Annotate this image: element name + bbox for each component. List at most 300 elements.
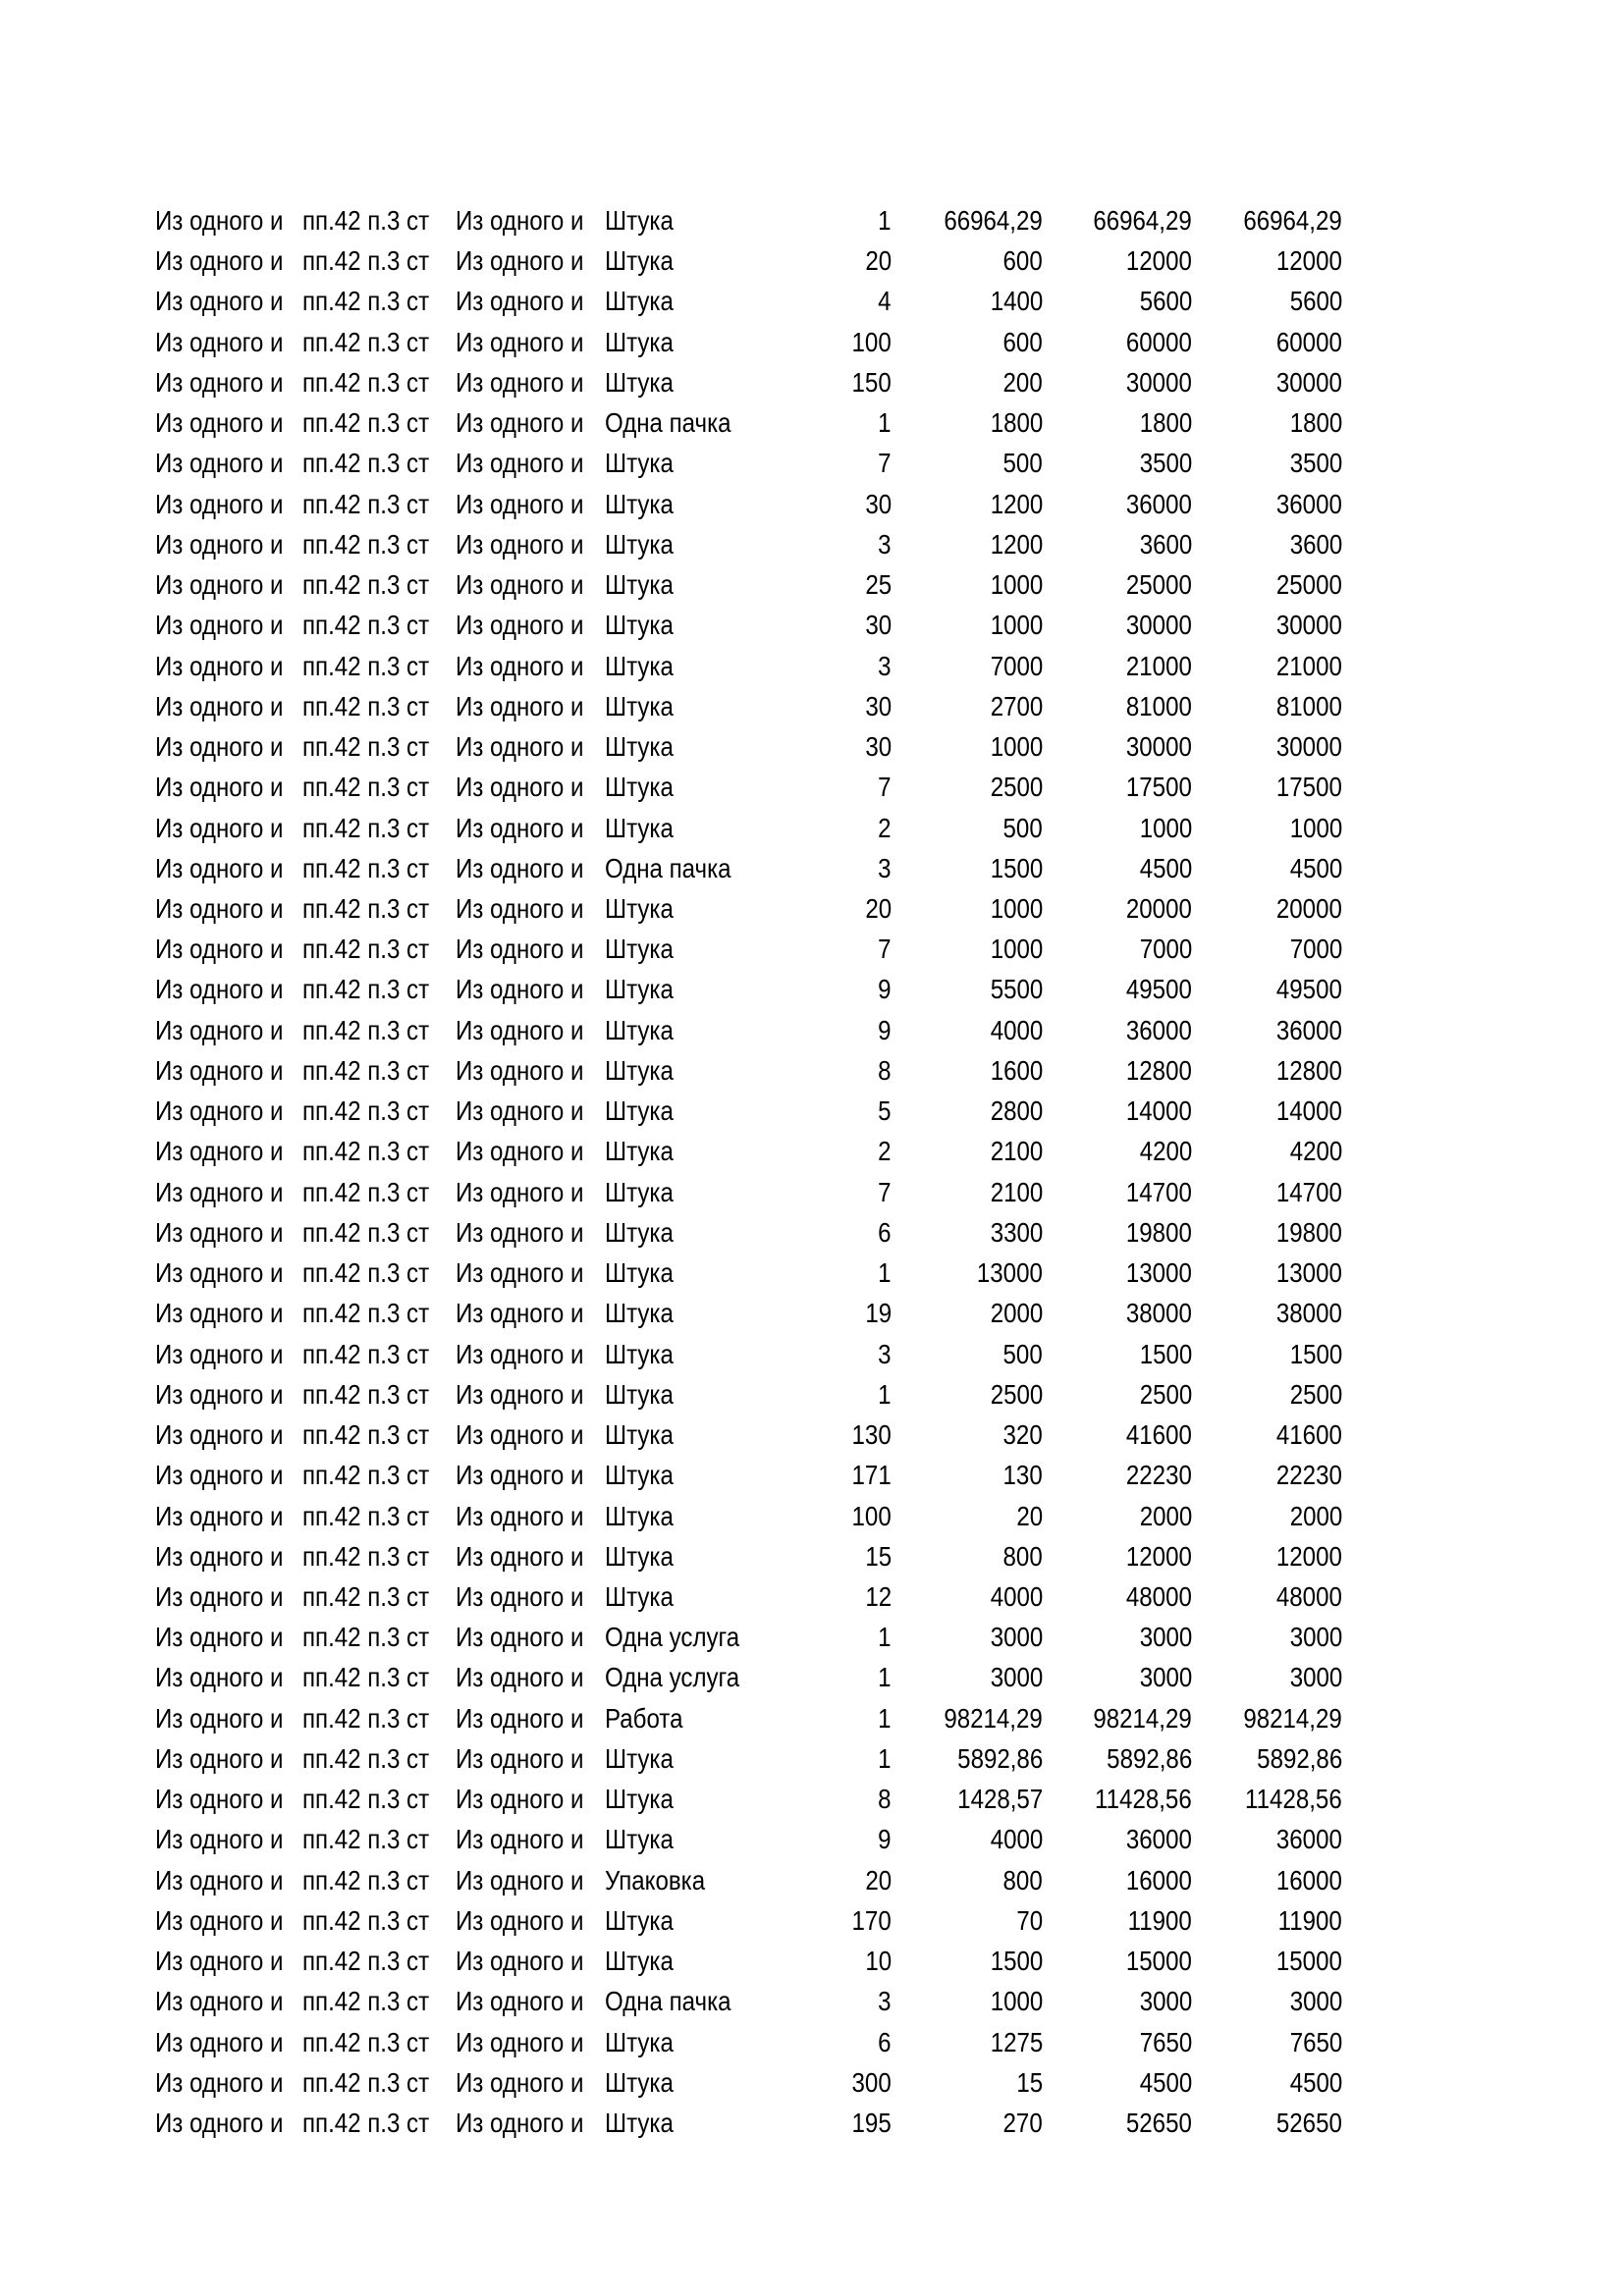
cell-quantity <box>756 1415 892 1455</box>
cell-quantity <box>756 2062 892 2103</box>
cell-quantity-text: 171 <box>851 1460 892 1491</box>
cell-unit <box>605 1050 752 1091</box>
cell-unit-text: Штука <box>605 1298 674 1329</box>
cell-sum-text: 15000 <box>1126 1946 1192 1977</box>
cell-quantity <box>756 1617 892 1657</box>
cell-basis <box>302 1941 454 1981</box>
cell-source-text: Из одного и <box>456 1580 584 1612</box>
cell-basis-text: пп.42 п.3 ст <box>302 772 430 803</box>
cell-source <box>456 1698 603 1738</box>
cell-quantity <box>756 888 892 929</box>
cell-quantity-text: 30 <box>865 610 892 641</box>
cell-price-text: 1200 <box>990 528 1043 560</box>
cell-basis <box>302 848 454 888</box>
cell-total-text: 22230 <box>1276 1460 1342 1491</box>
cell-source <box>456 848 603 888</box>
cell-source-text: Из одного и <box>456 974 584 1005</box>
cell-quantity-text: 130 <box>851 1419 892 1451</box>
cell-sum <box>1045 1010 1192 1050</box>
cell-source-text: Из одного и <box>456 1216 584 1248</box>
cell-description-text: Из одного и <box>155 1460 284 1491</box>
cell-sum <box>1045 1941 1192 1981</box>
cell-sum <box>1045 1819 1192 1859</box>
cell-source <box>456 726 603 767</box>
cell-quantity <box>756 1212 892 1253</box>
cell-unit-text: Штука <box>605 1904 674 1936</box>
cell-unit <box>605 443 752 483</box>
cell-unit-text: Штука <box>605 2066 674 2098</box>
cell-source <box>456 484 603 524</box>
cell-basis-text: пп.42 п.3 ст <box>302 569 430 601</box>
cell-unit <box>605 402 752 443</box>
cell-unit-text: Штука <box>605 1419 674 1451</box>
cell-description-text: Из одного и <box>155 772 284 803</box>
cell-total-text: 60000 <box>1276 326 1342 357</box>
table-row <box>0 322 1624 362</box>
cell-sum <box>1045 1374 1192 1415</box>
cell-description-text: Из одного и <box>155 528 284 560</box>
cell-sum-text: 30000 <box>1126 366 1192 398</box>
cell-price <box>893 605 1043 645</box>
cell-description-text: Из одного и <box>155 1014 284 1045</box>
cell-source-text: Из одного и <box>456 1824 584 1855</box>
cell-description <box>155 1334 300 1374</box>
cell-description <box>155 1779 300 1819</box>
cell-basis-text: пп.42 п.3 ст <box>302 1864 430 1896</box>
cell-unit <box>605 1900 752 1941</box>
cell-description-text: Из одного и <box>155 488 284 519</box>
cell-price <box>893 888 1043 929</box>
cell-price <box>893 2103 1043 2143</box>
cell-basis-text: пп.42 п.3 ст <box>302 366 430 398</box>
cell-total <box>1194 726 1342 767</box>
cell-description <box>155 1860 300 1900</box>
cell-total-text: 3600 <box>1289 528 1342 560</box>
cell-basis <box>302 1374 454 1415</box>
cell-quantity-text: 25 <box>865 569 892 601</box>
cell-quantity-text: 1 <box>878 1378 892 1410</box>
cell-quantity-text: 3 <box>878 852 892 883</box>
cell-quantity-text: 100 <box>851 326 892 357</box>
cell-sum-text: 48000 <box>1126 1580 1192 1612</box>
cell-quantity <box>756 564 892 605</box>
cell-basis <box>302 1253 454 1293</box>
cell-total <box>1194 1293 1342 1333</box>
cell-basis-text: пп.42 п.3 ст <box>302 1257 430 1289</box>
cell-unit <box>605 2103 752 2143</box>
cell-source-text: Из одного и <box>456 731 584 763</box>
cell-quantity-text: 4 <box>878 286 892 317</box>
cell-quantity <box>756 524 892 564</box>
cell-price <box>893 1253 1043 1293</box>
cell-price-text: 70 <box>1016 1904 1043 1936</box>
cell-total-text: 14000 <box>1276 1095 1342 1127</box>
cell-description-text: Из одного и <box>155 326 284 357</box>
cell-sum <box>1045 929 1192 969</box>
cell-sum <box>1045 200 1192 240</box>
cell-total-text: 1800 <box>1289 407 1342 439</box>
cell-basis-text: пп.42 п.3 ст <box>302 1176 430 1207</box>
cell-unit <box>605 1738 752 1779</box>
cell-sum-text: 12000 <box>1126 245 1192 277</box>
cell-description <box>155 200 300 240</box>
cell-total-text: 5892,86 <box>1256 1742 1342 1774</box>
cell-unit-text: Штука <box>605 1136 674 1167</box>
cell-price-text: 2700 <box>990 690 1043 721</box>
cell-description-text: Из одного и <box>155 1946 284 1977</box>
cell-unit-text: Штука <box>605 2108 674 2139</box>
cell-description <box>155 1374 300 1415</box>
cell-quantity-text: 8 <box>878 1054 892 1086</box>
cell-sum-text: 49500 <box>1126 974 1192 1005</box>
cell-sum-text: 25000 <box>1126 569 1192 601</box>
cell-source-text: Из одного и <box>456 852 584 883</box>
cell-unit <box>605 888 752 929</box>
cell-description <box>155 1091 300 1131</box>
cell-quantity <box>756 1576 892 1617</box>
cell-basis <box>302 888 454 929</box>
cell-source <box>456 281 603 321</box>
cell-basis <box>302 362 454 402</box>
cell-total-text: 12800 <box>1276 1054 1342 1086</box>
cell-sum-text: 11900 <box>1127 1904 1192 1936</box>
cell-price <box>893 1900 1043 1941</box>
cell-sum <box>1045 767 1192 807</box>
cell-description <box>155 1900 300 1941</box>
cell-sum <box>1045 1860 1192 1900</box>
table-row <box>0 1050 1624 1091</box>
cell-sum-text: 3500 <box>1139 448 1192 479</box>
table-row <box>0 1819 1624 1859</box>
cell-price-text: 800 <box>1002 1540 1043 1572</box>
cell-sum <box>1045 1172 1192 1212</box>
cell-basis <box>302 1091 454 1131</box>
table-row <box>0 969 1624 1009</box>
cell-source-text: Из одного и <box>456 528 584 560</box>
cell-basis-text: пп.42 п.3 ст <box>302 1014 430 1045</box>
cell-basis-text: пп.42 п.3 ст <box>302 1662 430 1693</box>
cell-unit <box>605 969 752 1009</box>
cell-total-text: 3000 <box>1289 1662 1342 1693</box>
cell-unit <box>605 564 752 605</box>
table-row <box>0 848 1624 888</box>
cell-sum-text: 20000 <box>1126 892 1192 924</box>
table-row <box>0 1212 1624 1253</box>
cell-unit <box>605 1657 752 1697</box>
cell-description <box>155 484 300 524</box>
cell-unit <box>605 1617 752 1657</box>
cell-total <box>1194 1779 1342 1819</box>
cell-total <box>1194 888 1342 929</box>
cell-price-text: 200 <box>1002 366 1043 398</box>
cell-source-text: Из одного и <box>456 1864 584 1896</box>
cell-unit <box>605 322 752 362</box>
table-row <box>0 240 1624 281</box>
table-row <box>0 2062 1624 2103</box>
cell-quantity-text: 6 <box>878 2026 892 2057</box>
cell-sum <box>1045 484 1192 524</box>
cell-price <box>893 1698 1043 1738</box>
cell-description <box>155 1738 300 1779</box>
cell-basis <box>302 1576 454 1617</box>
cell-total-text: 36000 <box>1276 488 1342 519</box>
cell-source <box>456 1131 603 1171</box>
cell-sum-text: 36000 <box>1126 488 1192 519</box>
cell-unit-text: Работа <box>605 1702 683 1734</box>
cell-basis-text: пп.42 п.3 ст <box>302 1742 430 1774</box>
cell-basis-text: пп.42 п.3 ст <box>302 812 430 843</box>
table-row <box>0 1981 1624 2021</box>
cell-total <box>1194 1617 1342 1657</box>
cell-sum <box>1045 969 1192 1009</box>
cell-quantity <box>756 1657 892 1697</box>
table-row <box>0 888 1624 929</box>
cell-sum <box>1045 402 1192 443</box>
cell-unit <box>605 1131 752 1171</box>
cell-quantity-text: 3 <box>878 1986 892 2017</box>
cell-total-text: 19800 <box>1276 1216 1342 1248</box>
cell-total-text: 4200 <box>1289 1136 1342 1167</box>
cell-price <box>893 1212 1043 1253</box>
cell-basis <box>302 1819 454 1859</box>
cell-quantity <box>756 1819 892 1859</box>
cell-source <box>456 1981 603 2021</box>
cell-total-text: 66964,29 <box>1243 205 1342 236</box>
cell-unit-text: Штука <box>605 528 674 560</box>
cell-total <box>1194 1212 1342 1253</box>
cell-total-text: 1000 <box>1289 812 1342 843</box>
cell-description-text: Из одного и <box>155 892 284 924</box>
cell-basis <box>302 1981 454 2021</box>
cell-basis <box>302 1455 454 1495</box>
cell-price-text: 1600 <box>990 1054 1043 1086</box>
cell-sum-text: 3000 <box>1139 1662 1192 1693</box>
cell-basis <box>302 1293 454 1333</box>
cell-price <box>893 1050 1043 1091</box>
cell-source-text: Из одного и <box>456 1500 584 1531</box>
cell-source <box>456 1374 603 1415</box>
cell-source <box>456 2062 603 2103</box>
cell-total-text: 36000 <box>1276 1014 1342 1045</box>
cell-source-text: Из одного и <box>456 1298 584 1329</box>
cell-quantity-text: 20 <box>865 1864 892 1896</box>
cell-basis <box>302 240 454 281</box>
cell-total <box>1194 969 1342 1009</box>
cell-source-text: Из одного и <box>456 245 584 277</box>
cell-quantity <box>756 605 892 645</box>
table-row <box>0 443 1624 483</box>
cell-price-text: 1428,57 <box>956 1784 1043 1815</box>
cell-unit <box>605 808 752 848</box>
cell-sum-text: 22230 <box>1126 1460 1192 1491</box>
cell-price-text: 1500 <box>990 1946 1043 1977</box>
cell-total-text: 16000 <box>1276 1864 1342 1896</box>
cell-source <box>456 1617 603 1657</box>
cell-basis-text: пп.42 п.3 ст <box>302 1824 430 1855</box>
cell-sum <box>1045 1253 1192 1293</box>
cell-basis-text: пп.42 п.3 ст <box>302 892 430 924</box>
cell-description <box>155 1536 300 1576</box>
cell-description-text: Из одного и <box>155 1580 284 1612</box>
cell-description <box>155 2062 300 2103</box>
cell-description <box>155 1455 300 1495</box>
cell-total-text: 30000 <box>1276 366 1342 398</box>
cell-quantity-text: 30 <box>865 690 892 721</box>
cell-quantity <box>756 1860 892 1900</box>
cell-sum-text: 5600 <box>1139 286 1192 317</box>
cell-description-text: Из одного и <box>155 1176 284 1207</box>
cell-price <box>893 1779 1043 1819</box>
cell-description-text: Из одного и <box>155 1622 284 1653</box>
cell-quantity <box>756 1334 892 1374</box>
cell-sum <box>1045 1981 1192 2021</box>
cell-total <box>1194 1819 1342 1859</box>
cell-basis-text: пп.42 п.3 ст <box>302 205 430 236</box>
cell-unit-text: Упаковка <box>605 1864 706 1896</box>
cell-total <box>1194 1496 1342 1536</box>
cell-quantity <box>756 362 892 402</box>
cell-total-text: 98214,29 <box>1243 1702 1342 1734</box>
spreadsheet-table <box>0 200 1624 2143</box>
cell-basis-text: пп.42 п.3 ст <box>302 1540 430 1572</box>
cell-description-text: Из одного и <box>155 1864 284 1896</box>
table-row <box>0 524 1624 564</box>
cell-quantity-text: 100 <box>851 1500 892 1531</box>
table-row <box>0 1657 1624 1697</box>
cell-basis <box>302 1779 454 1819</box>
cell-basis <box>302 281 454 321</box>
cell-quantity <box>756 240 892 281</box>
cell-basis-text: пп.42 п.3 ст <box>302 974 430 1005</box>
cell-quantity-text: 2 <box>878 812 892 843</box>
cell-sum-text: 2000 <box>1139 1500 1192 1531</box>
cell-price <box>893 767 1043 807</box>
cell-description <box>155 564 300 605</box>
cell-price-text: 3300 <box>990 1216 1043 1248</box>
cell-quantity <box>756 200 892 240</box>
cell-price-text: 2800 <box>990 1095 1043 1127</box>
cell-total <box>1194 848 1342 888</box>
cell-sum-text: 14700 <box>1126 1176 1192 1207</box>
table-row <box>0 1738 1624 1779</box>
table-row <box>0 1374 1624 1415</box>
cell-source-text: Из одного и <box>456 1054 584 1086</box>
cell-description-text: Из одного и <box>155 448 284 479</box>
cell-description-text: Из одного и <box>155 1540 284 1572</box>
table-row <box>0 362 1624 402</box>
cell-sum <box>1045 322 1192 362</box>
cell-total-text: 49500 <box>1276 974 1342 1005</box>
cell-total <box>1194 1050 1342 1091</box>
cell-price <box>893 322 1043 362</box>
cell-source <box>456 2022 603 2062</box>
cell-sum-text: 1500 <box>1139 1338 1192 1369</box>
cell-basis <box>302 2103 454 2143</box>
cell-unit-text: Штука <box>605 1580 674 1612</box>
cell-total <box>1194 240 1342 281</box>
cell-basis-text: пп.42 п.3 ст <box>302 488 430 519</box>
cell-price <box>893 240 1043 281</box>
cell-basis <box>302 564 454 605</box>
cell-description-text: Из одного и <box>155 1904 284 1936</box>
cell-total-text: 1500 <box>1289 1338 1342 1369</box>
table-row <box>0 484 1624 524</box>
cell-sum-text: 12800 <box>1126 1054 1192 1086</box>
cell-description-text: Из одного и <box>155 610 284 641</box>
cell-total <box>1194 1698 1342 1738</box>
cell-description <box>155 605 300 645</box>
cell-price <box>893 1172 1043 1212</box>
cell-quantity-text: 10 <box>865 1946 892 1977</box>
cell-basis-text: пп.42 п.3 ст <box>302 2066 430 2098</box>
cell-quantity <box>756 1779 892 1819</box>
table-row <box>0 1334 1624 1374</box>
cell-total-text: 3000 <box>1289 1986 1342 2017</box>
cell-price-text: 3000 <box>990 1622 1043 1653</box>
cell-unit <box>605 686 752 726</box>
cell-quantity-text: 1 <box>878 205 892 236</box>
cell-unit <box>605 726 752 767</box>
cell-description-text: Из одного и <box>155 1095 284 1127</box>
table-row <box>0 402 1624 443</box>
cell-basis-text: пп.42 п.3 ст <box>302 1904 430 1936</box>
cell-source-text: Из одного и <box>456 1702 584 1734</box>
cell-description-text: Из одного и <box>155 2108 284 2139</box>
cell-unit <box>605 1334 752 1374</box>
cell-unit <box>605 1415 752 1455</box>
cell-description-text: Из одного и <box>155 1784 284 1815</box>
cell-unit <box>605 200 752 240</box>
cell-quantity <box>756 929 892 969</box>
cell-source-text: Из одного и <box>456 488 584 519</box>
cell-price-text: 2100 <box>990 1176 1043 1207</box>
cell-description-text: Из одного и <box>155 731 284 763</box>
cell-unit-text: Штука <box>605 1500 674 1531</box>
cell-unit <box>605 929 752 969</box>
cell-source <box>456 443 603 483</box>
cell-basis <box>302 646 454 686</box>
cell-description <box>155 1698 300 1738</box>
cell-source-text: Из одного и <box>456 812 584 843</box>
cell-source <box>456 808 603 848</box>
cell-description <box>155 1819 300 1859</box>
cell-unit <box>605 1941 752 1981</box>
table-row <box>0 1698 1624 1738</box>
cell-total <box>1194 2103 1342 2143</box>
cell-unit <box>605 848 752 888</box>
cell-price <box>893 1496 1043 1536</box>
cell-quantity <box>756 1900 892 1941</box>
cell-unit-text: Штука <box>605 1378 674 1410</box>
cell-price <box>893 1738 1043 1779</box>
cell-unit <box>605 1374 752 1415</box>
cell-sum <box>1045 240 1192 281</box>
cell-basis-text: пп.42 п.3 ст <box>302 2108 430 2139</box>
cell-quantity <box>756 726 892 767</box>
cell-source <box>456 686 603 726</box>
cell-total-text: 48000 <box>1276 1580 1342 1612</box>
cell-quantity-text: 19 <box>865 1298 892 1329</box>
cell-description <box>155 686 300 726</box>
cell-sum-text: 14000 <box>1126 1095 1192 1127</box>
cell-price <box>893 1374 1043 1415</box>
cell-price-text: 2000 <box>990 1298 1043 1329</box>
cell-quantity <box>756 808 892 848</box>
cell-price <box>893 2062 1043 2103</box>
cell-total-text: 11900 <box>1277 1904 1342 1936</box>
cell-price <box>893 281 1043 321</box>
cell-unit <box>605 1455 752 1495</box>
